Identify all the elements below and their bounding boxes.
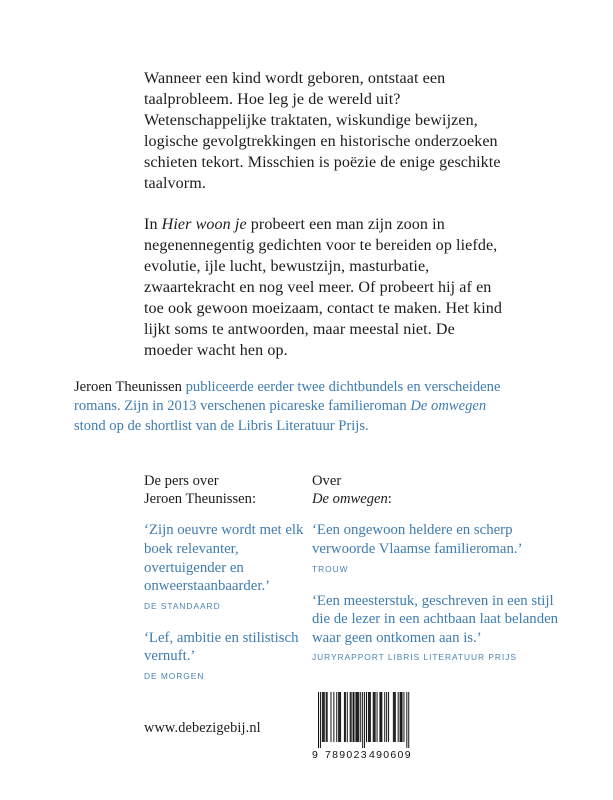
- blurb-block: [144, 68, 504, 361]
- press-quote: ‘Een ongewoon heldere en scherp verwoorde Vlaamse familieroman.’: [312, 522, 523, 557]
- press-column-book: [312, 472, 574, 663]
- press-heading-colon: :: [387, 491, 392, 508]
- publisher-website[interactable]: www.debezigebij.nl: [144, 720, 261, 736]
- blurb-paragraph-2: In Hier woon je probeert een man zijn zoon in negenennegentig gedichten voor te bereiden op liefde, evolutie, ijle lucht, bewustzijn, masturbatie, zwaartekracht en nog veel meer. Of probeert hij af en toe ook gewoon moeizaam, contact te maken. Het kind lijkt soms te antwoorden, maar meestal niet. De moeder wacht hen op.: [144, 215, 503, 360]
- author-bio-body: publiceerde eerder twee dichtbundels en verscheidene romans. Zijn in 2013 verschenen picareske familieroman De omwegen stond op de shortlist van de Libris Literatuur Prijs.: [74, 379, 501, 434]
- press-quote-source: TROUW: [312, 563, 349, 574]
- svg-text:9: 9: [312, 749, 320, 761]
- press-column-author-heading: [144, 472, 316, 508]
- press-heading-line1: Over: [312, 473, 342, 489]
- author-bio-text: [3, 378, 519, 436]
- press-heading-book-title: De omwegen: [312, 491, 388, 508]
- press-quote: ‘Lef, ambitie en stilistisch vernuft.’: [144, 629, 299, 665]
- press-heading-line1: De pers over: [144, 473, 219, 489]
- press-column-book-heading: [312, 472, 574, 508]
- press-quote: ‘Zijn oeuvre wordt met elk boek relevanter, overtuigender en onweerstaanbaarder.’: [144, 522, 304, 595]
- blurb-paragraph-1: Wanneer een kind wordt geboren, ontstaat een taalprobleem. Hoe leg je de wereld uit? Wetenschappelijke traktaten, wiskundige bewijzen, logische gevolgtrekkingen en historische onderzoeken schieten tekort. Misschien is poëzie de enige geschikte taalvorm.: [144, 70, 501, 193]
- press-quote-source: DE MORGEN: [144, 670, 205, 681]
- press-quote-source: DE STANDAARD: [144, 600, 221, 611]
- svg-text:789023: 789023: [325, 749, 368, 761]
- author-bio: [74, 378, 519, 436]
- svg-text:490609: 490609: [369, 749, 412, 761]
- barcode: [311, 690, 415, 762]
- press-column-author: [144, 472, 316, 682]
- barcode-image: [311, 690, 415, 762]
- author-name: Jeroen Theunissen: [74, 379, 182, 395]
- press-quote-source: JURYRAPPORT LIBRIS LITERATUUR PRIJS: [312, 652, 517, 663]
- press-quote: ‘Een meesterstuk, geschreven in een stijl die de lezer in een achtbaan laat belanden waar geen ontkomen aan is.’: [312, 592, 559, 646]
- press-heading-line2: Jeroen Theunissen:: [144, 491, 256, 508]
